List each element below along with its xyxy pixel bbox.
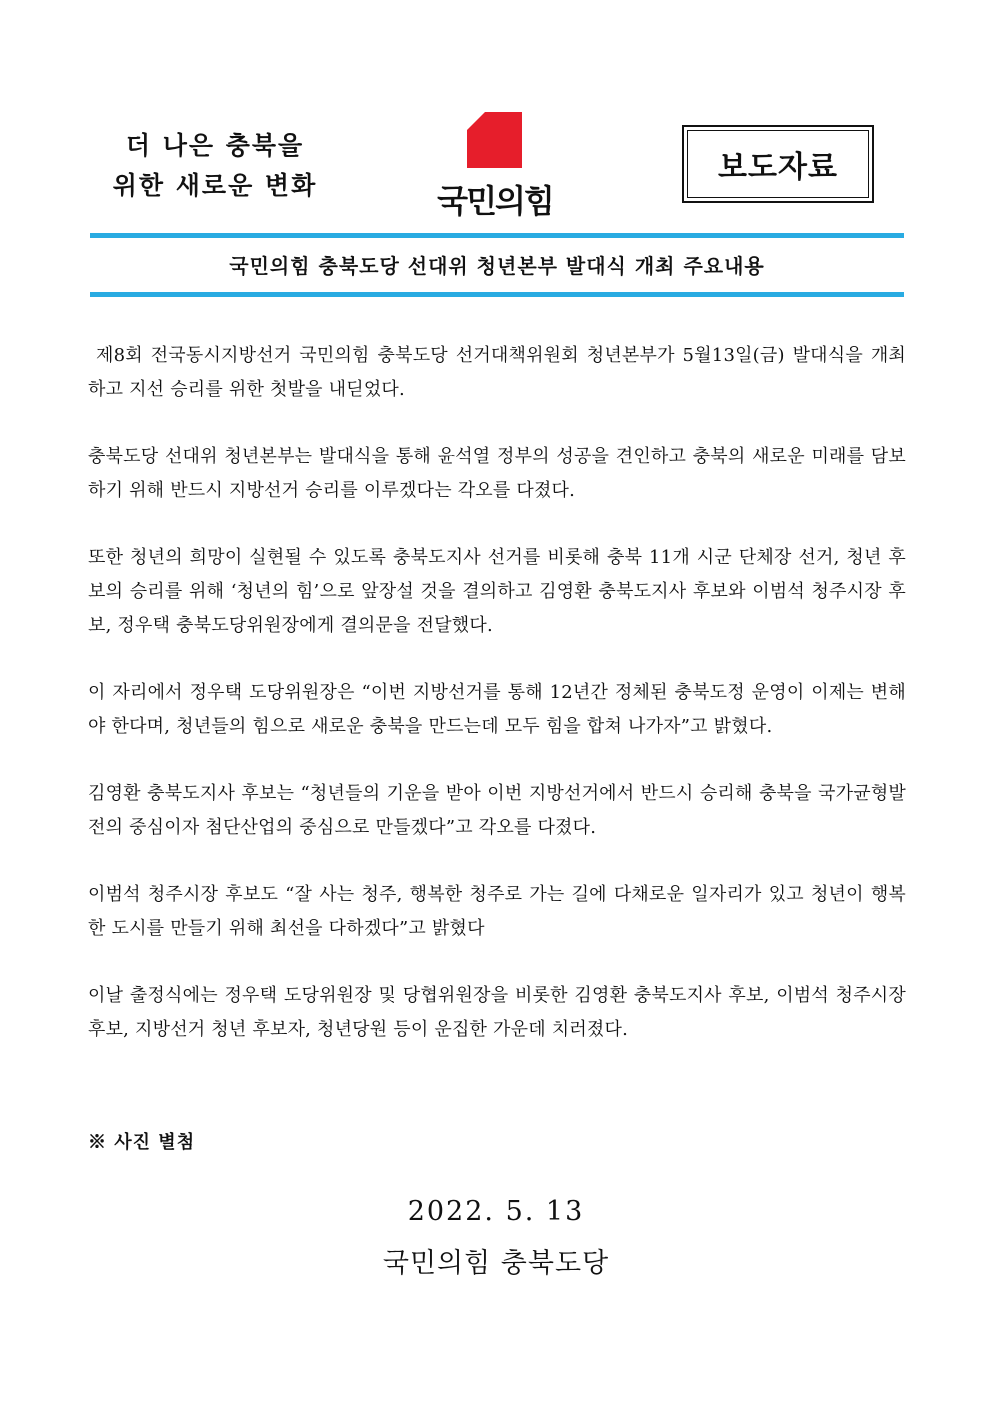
issuing-organization: 국민의힘 충북도당 [382,1248,610,1279]
photo-attachment-note: ※ 사진 별첨 [88,1132,196,1153]
red-square-logo-icon [467,112,522,168]
paragraph: 이 자리에서 정우택 도당위원장은 “이번 지방선거를 통해 12년간 정체된 충북도정 운영이 이제는 변해야 한다며, 청년들의 힘으로 새로운 충북을 만드는데 모두 힘을 합쳐 나가자”고 밝혔다. [88,682,906,737]
paragraph: 김영환 충북도지사 후보는 “청년들의 기운을 받아 이번 지방선거에서 반드시 승리해 충북을 국가균형발전의 중심이자 첨단산업의 중심으로 만들겠다”고 각오를 다졌다. [88,783,906,838]
press-release-badge [682,125,874,203]
release-date: 2022. 5. 13 [407,1196,585,1227]
paragraph: 이범석 청주시장 후보도 “잘 사는 청주, 행복한 청주로 가는 길에 다채로운 일자리가 있고 청년이 행복한 도시를 만들기 위해 최선을 다하겠다”고 밝혔다 [88,884,906,939]
slogan-line-2: 위한 새로운 변화 [112,171,318,200]
headline: 국민의힘 충북도당 선대위 청년본부 발대식 개최 주요내용 [229,254,765,278]
logo-text: 국민의힘 [437,182,553,220]
headline-bottom-rule [90,292,904,297]
paragraph: 제8회 전국동시지방선거 국민의힘 충북도당 선거대책위원회 청년본부가 5월13일(금) 발대식을 개최하고 지선 승리를 위한 첫발을 내딛었다. [88,345,906,400]
slogan [100,126,330,206]
press-release-label: 보도자료 [687,130,869,198]
slogan-line-1: 더 나은 충북을 [125,131,305,160]
party-logo [420,110,570,220]
paragraph: 또한 청년의 희망이 실현될 수 있도록 충북도지사 선거를 비롯해 충북 11개 시군 단체장 선거, 청년 후보의 승리를 위해 ‘청년의 힘’으로 앞장설 것을 결의하고 김영환 충북도지사 후보와 이범석 청주시장 후보, 정우택 충북도당위원장에게 결의문을 전달했다. [88,547,906,636]
paragraph: 이날 출정식에는 정우택 도당위원장 및 당협위원장을 비롯한 김영환 충북도지사 후보, 이범석 청주시장 후보, 지방선거 청년 후보자, 청년당원 등이 운집한 가운데 치러졌다. [88,985,906,1040]
article-body [88,339,906,1080]
headline-top-rule [90,233,904,238]
paragraph: 충북도당 선대위 청년본부는 발대식을 통해 윤석열 정부의 성공을 견인하고 충북의 새로운 미래를 담보하기 위해 반드시 지방선거 승리를 이루겠다는 각오를 다졌다. [88,446,906,501]
